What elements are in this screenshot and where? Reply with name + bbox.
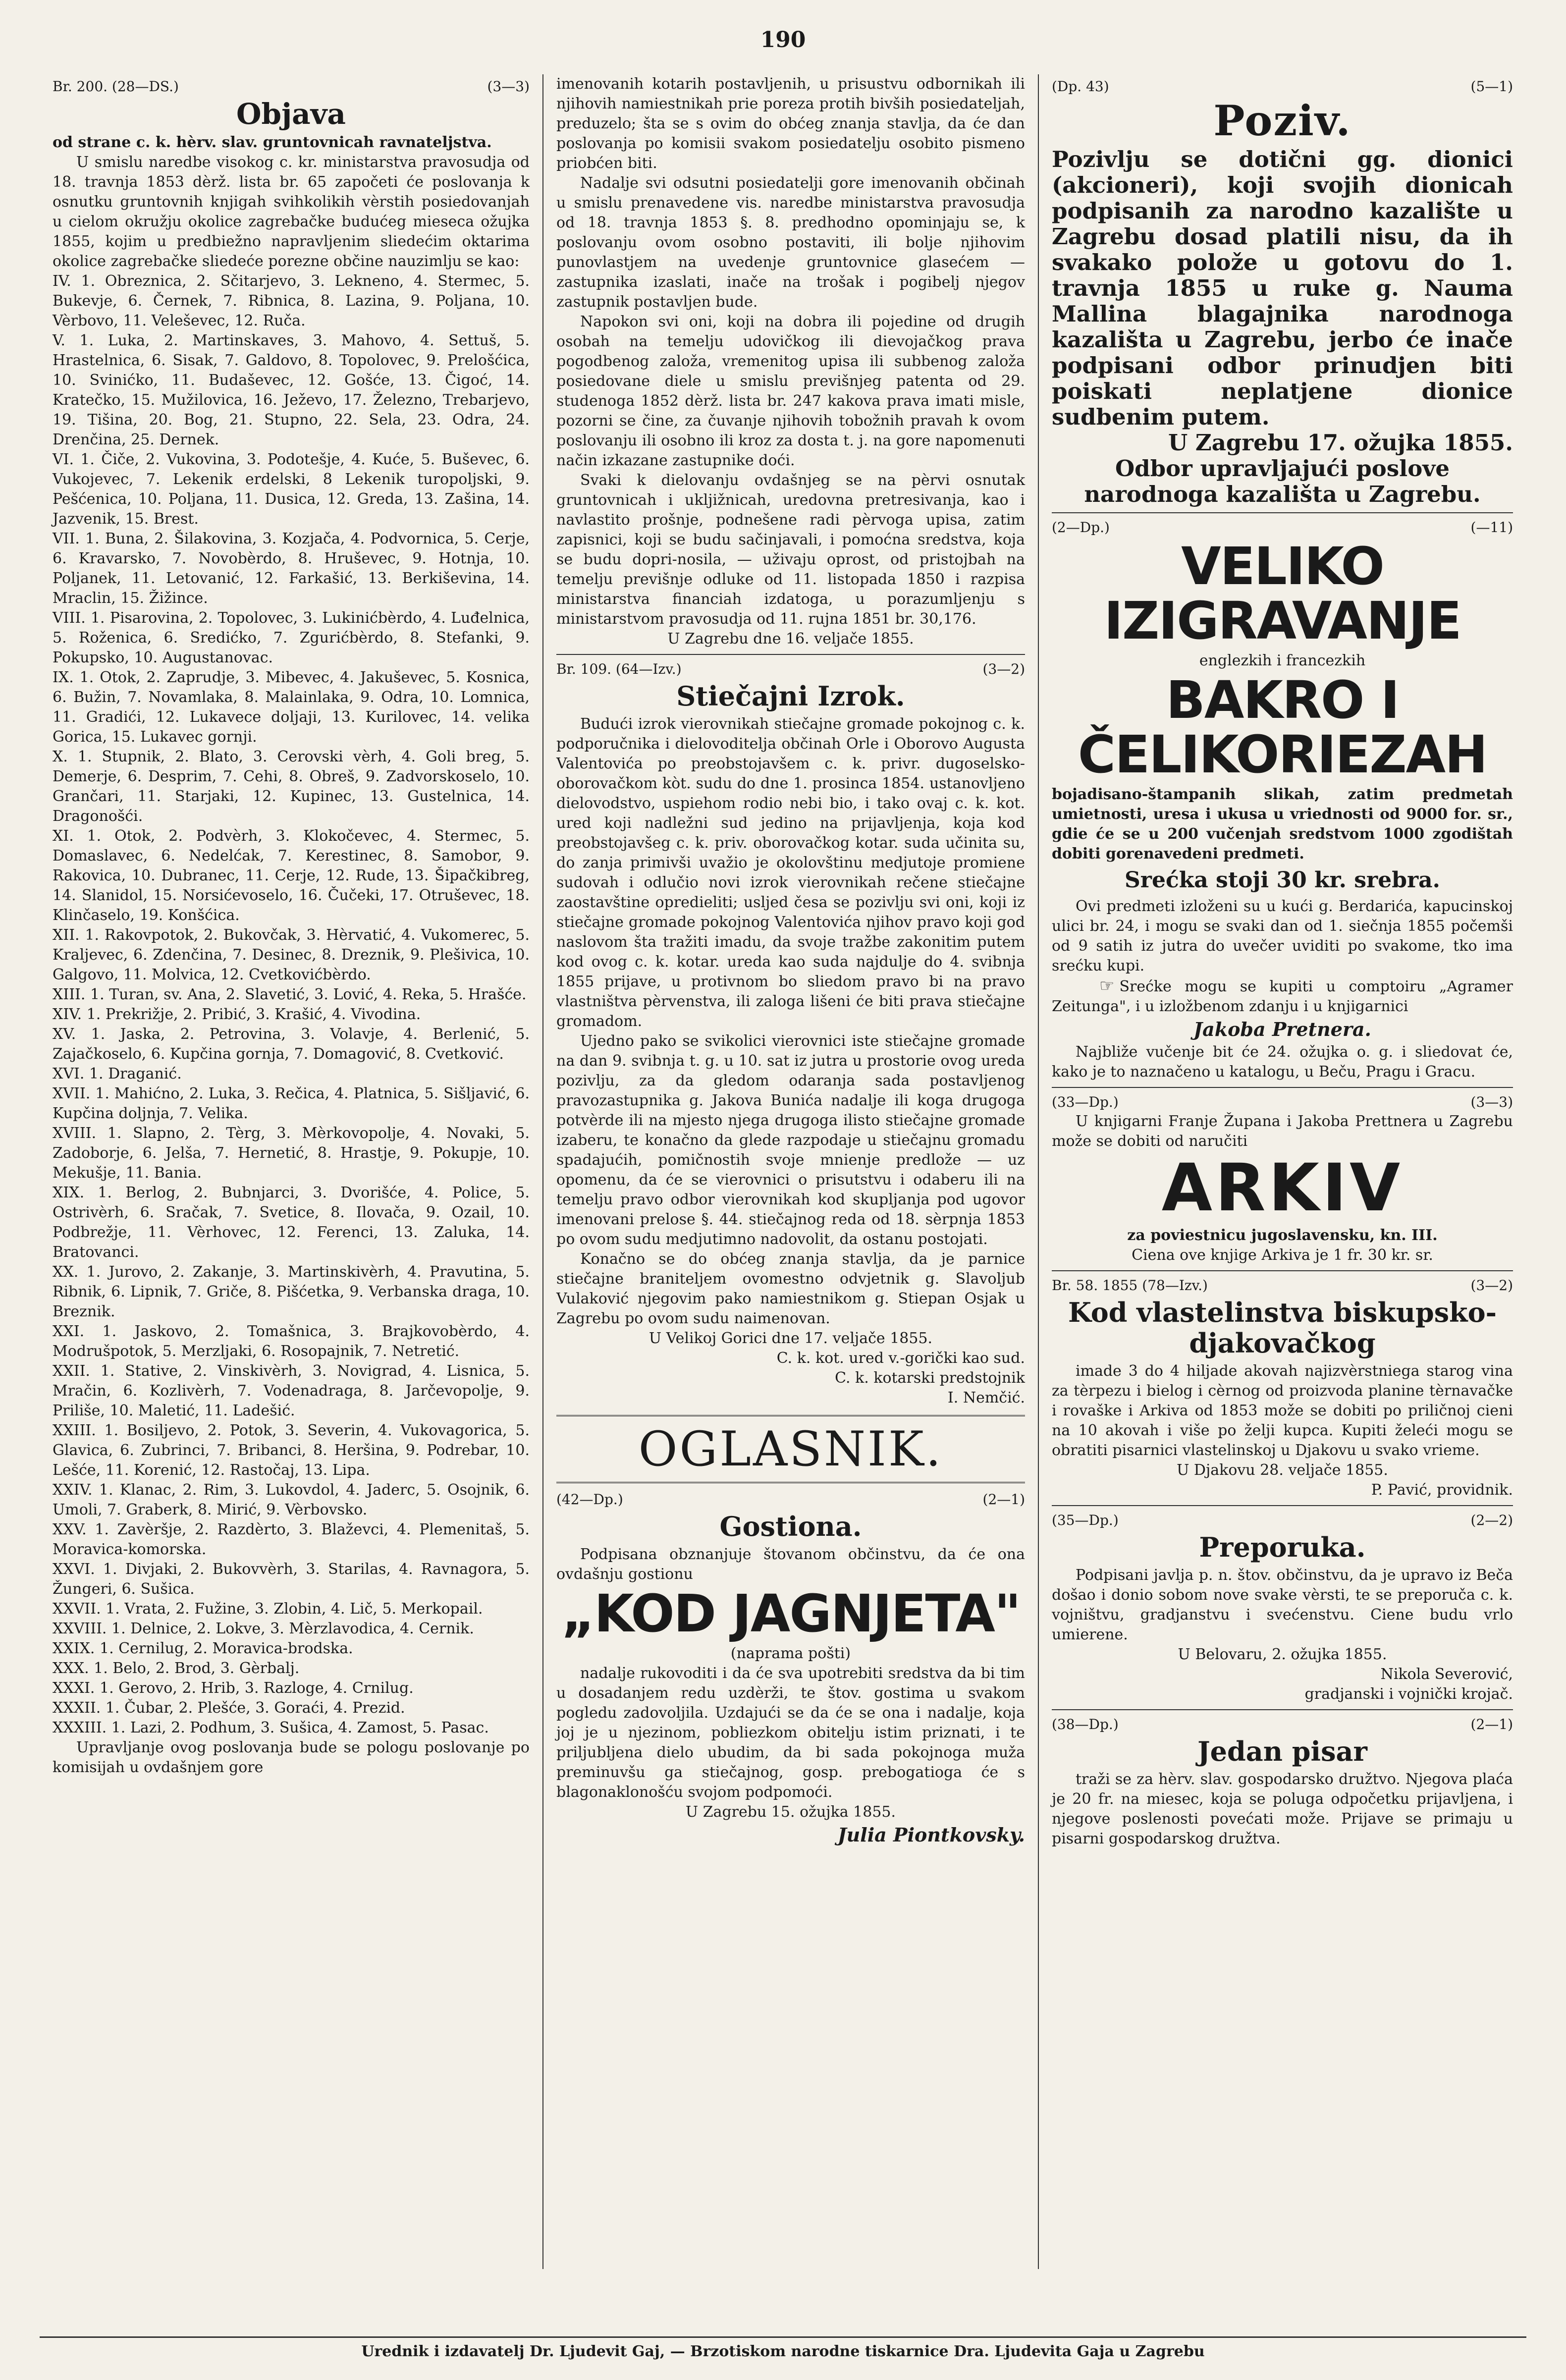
district-entry: XVIII. 1. Slapno, 2. Tèrg, 3. Mèrkovopolje, 4. Novaki, 5. Zadoborje, 6. Jelša, 7. Hernetić, 8. Hrastje, 9. Pokupje, 10. Mekušje, 11. Bania. bbox=[53, 1125, 530, 1182]
page-number: 190 bbox=[760, 27, 806, 53]
district-entry: VII. 1. Buna, 2. Šilakovina, 3. Kozjača, 4. Podvornica, 5. Cerje, 6. Kravarsko, 7. Novobèrdo, 8. Hruševec, 9. Hotnja, 10. Poljanek, 11. Letovanić, 12. Farkašić, 13. Berkiševina, 14. Mraclin, 15. Žižince. bbox=[53, 530, 530, 607]
vlastelinstvo-signature: P. Pavić, providnik. bbox=[1371, 1481, 1513, 1499]
district-entry: XXV. 1. Zavèršje, 2. Razdèrto, 3. Blaževci, 4. Plemenitaš, 5. Moravica-komorska. bbox=[53, 1521, 530, 1558]
gostiona-title: Gostiona. bbox=[719, 1511, 862, 1542]
district-entry: XXI. 1. Jaskovo, 2. Tomašnica, 3. Brajkovobèrdo, 4. Modrušpotok, 5. Merzljaki, 6. Rosopajnik, 7. Netretić. bbox=[53, 1323, 530, 1360]
arkiv-subtitle: za poviestnicu jugoslavensku, kn. III. bbox=[1127, 1227, 1438, 1244]
objava-continued-2: Nadalje svi odsutni posiedatelji gore imenovanih občinah u smislu prenavedene vis. naredbe ministarstva pravosudja od 18. travnja 1853 §. 8. predhodno opominjaju se, k poslovanju ovom osobno postaviti, ili bolje njihovim punovlastjem na uvedenje gruntovnice glasećem — zastupnika izaslati, inače na trošak i pogibelj njegov zastupnik postavljen bude. bbox=[556, 174, 1025, 311]
stiecajni-official-title: C. k. kotarski predstojnik bbox=[835, 1369, 1025, 1387]
district-entry: XXXIII. 1. Lazi, 2. Podhum, 3. Sušica, 4. Zamost, 5. Pasac. bbox=[53, 1719, 489, 1736]
arkiv-title: ARKIV bbox=[1161, 1150, 1404, 1226]
district-entry: XXVIII. 1. Delnice, 2. Lokve, 3. Mèrzlavodica, 4. Cernik. bbox=[53, 1620, 474, 1637]
bakro-title: BAKRO I ČELIKORIEZAH bbox=[1078, 670, 1487, 785]
izigravanje-body-4: Najbliže vučenje bit će 24. ožujka o. g. i sliedovat će, kako je to naznačeno u katalogu, u Beču, Pragu i Gracu. bbox=[1052, 1043, 1513, 1081]
district-entry: XXX. 1. Belo, 2. Brod, 3. Gèrbalj. bbox=[53, 1660, 300, 1677]
preporuka-trade: gradjanski i vojnički krojač. bbox=[1304, 1685, 1513, 1703]
district-entry: IX. 1. Otok, 2. Zaprudje, 3. Mibevec, 4. Jakuševec, 5. Kosnica, 6. Bužin, 7. Novamlaka, 8. Malainlaka, 9. Odra, 10. Lomnica, 11. Gradići, 12. Lukavece doljaji, 13. Kurilovec, 14. velika Gorica, 15. Lukavec gornji. bbox=[53, 669, 530, 746]
district-entry: XXIII. 1. Bosiljevo, 2. Potok, 3. Severin, 4. Vukovagorica, 5. Glavica, 6. Zubrinci, 7. Bribanci, 8. Heršina, 9. Podrebar, 10. Lešće, 11. Korenić, 12. Rastočaj, 13. Lipa. bbox=[53, 1422, 530, 1479]
reference-left: (42—Dp.) bbox=[556, 1491, 623, 1508]
district-entry: XXVII. 1. Vrata, 2. Fužine, 3. Zlobin, 4. Lič, 5. Merkopail. bbox=[53, 1600, 483, 1618]
page-footer: Urednik i izdavatelj Dr. Ljudevit Gaj, — Brzotiskom narodne tiskarnice Dra. Ljudevita Gaja u Zagrebu bbox=[40, 2336, 1526, 2360]
reference-right: (5—1) bbox=[1470, 78, 1513, 95]
poziv-body: Pozivlju se dotični gg. dionici (akcioneri), koji svojih dionicah podpisanih za narodno kazalište u Zagrebu dosad platili nisu, da ih svakako polože u gotovu do 1. travnja 1855 u ruke g. Nauma Mallina blagajnika narodnoga kazališta u Zagrebu, jerbo će inače podpisani odbor prinudjen biti poiskati neplatjene dionice sudbenim putem. bbox=[1052, 146, 1513, 430]
district-entry: XXXII. 1. Čubar, 2. Plešće, 3. Goraći, 4. Prezid. bbox=[53, 1699, 405, 1717]
reference-line bbox=[556, 660, 1025, 679]
district-list bbox=[53, 271, 530, 1738]
stiecajni-body-3: Konačno se do obćeg znanja stavlja, da je parnice stiečajne braniteljem ovomestno odvjetnik g. Slavoljub Vulaković njegovim pako namiestnikom g. Stiepan Osjak u Zagrebu po ovom sudu naimenovan. bbox=[556, 1250, 1025, 1327]
vlastelinstvo-title: Kod vlastelinstva biskupsko-djakovačkog bbox=[1068, 1297, 1497, 1359]
izigravanje-title: VELIKO IZIGRAVANJE bbox=[1104, 536, 1461, 651]
izigravanje-body-3 bbox=[1052, 976, 1513, 1017]
district-entry: X. 1. Stupnik, 2. Blato, 3. Cerovski vèrh, 4. Goli breg, 5. Demerje, 6. Desprim, 7. Cehi, 8. Obreš, 9. Zadvorskoselo, 10. Grančari, 11. Starjaki, 12. Kupinec, 13. Gustelnica, 14. Dragonošći. bbox=[53, 748, 530, 825]
district-entry: XIII. 1. Turan, sv. Ana, 2. Slavetić, 3. Lović, 4. Reka, 5. Hrašće. bbox=[53, 986, 527, 1003]
column-1 bbox=[40, 74, 542, 2269]
divider bbox=[556, 654, 1025, 655]
district-entry: V. 1. Luka, 2. Martinskaves, 3. Mahovo, 4. Settuš, 5. Hrastelnica, 6. Sisak, 7. Galdovo, 8. Topolovec, 9. Prelošćica, 10. Svinićko, 11. Budaševec, 12. Gošće, 13. Čigoć, 14. Kratečko, 15. Mužilovica, 16. Ježevo, 17. Železno, Trebarjevo, 19. Tišina, 20. Bog, 21. Stupno, 22. Sela, 23. Odra, 24. Drenčina, 25. Dernek. bbox=[53, 332, 530, 448]
reference-left: (35—Dp.) bbox=[1052, 1512, 1119, 1528]
reference-right: (3—3) bbox=[1470, 1094, 1513, 1110]
district-entry: XVI. 1. Draganić. bbox=[53, 1065, 182, 1082]
gostiona-place-date: U Zagrebu 15. ožujka 1855. bbox=[685, 1803, 896, 1821]
district-entry: VI. 1. Čiče, 2. Vukovina, 3. Podotešje, 4. Kuće, 5. Buševec, 6. Vukojevec, 7. Lekenik erdelski, 8 Lekenik turopoljski, 9. Pešćenica, 10. Poljana, 11. Dusica, 12. Greda, 13. Zašina, 14. Jazvenik, 15. Brest. bbox=[53, 451, 530, 528]
kod-jagnjeta-subtitle: (naprama pošti) bbox=[730, 1645, 851, 1662]
izigravanje-bookstore: Jakoba Pretnera. bbox=[1193, 1018, 1371, 1040]
objava-continued-3: Napokon svi oni, koji na dobra ili pojedine od drugih osobah na temelju udovičkog ili dievojačkog prava pogodbenog založa, vremenitog upisa ili subbenog založa posiedovane diele u smislu previšnjeg patenta od 29. studenoga 1852 dèrž. lista br. 247 kakova prava imati misle, pozorni se čine, za čuvanje njihovih tobožnih pravah k ovom poslovanju ili osobno ili kroz za dosta t. j. na gore napomenuti način izkazane zastupnike doći. bbox=[556, 313, 1025, 469]
reference-line bbox=[1052, 1715, 1513, 1734]
stiecajni-body-1: Budući izrok vierovnikah stiečajne gromade pokojnog c. k. podporučnika i dielovoditelja občinah Orle i Oborovo Augusta Valentovića po preobstojavšem c. k. privr. dugoselsko-oborovačkom kòt. sudu do dne 1. prosinca 1854. ustanovljeno dielovodstvo, uspiehom rodio nebi bio, i tako ovaj c. k. kot. ured koji nadležni sud jedino na prijavljenja, koja kod preobstojavšeg c. k. priv. oborovačkog kotar. suda učinita su, do zanja primivši uvažio je okolovštinu medjutoje promiene sudovah i odlučio novi izrok vierovnikah rečene stiečajne zaostavštine opredieliti; usljed česa se pozivlju svi oni, koji iz stiečajne gromade pokojnog Valentovića njihov pravo koji god naslovom šta tražiti imadu, da svoje tražbe zakonitim putem kod ovog c. k. kotar. ureda kao suda najdulje do 4. svibnja 1855 prijave, u protivnom bo sliedom pravo bi na pravo vlastništva pèrvenstva, ili zaloga lišeni će biti prava stiečajne gromadom. bbox=[556, 715, 1025, 1030]
district-entry: XV. 1. Jaska, 2. Petrovina, 3. Volavje, 4. Berlenić, 5. Zajačkoselo, 6. Kupčina gornja, 7. Domagović, 8. Cvetković. bbox=[53, 1026, 530, 1063]
district-entry: XIX. 1. Berlog, 2. Bubnjarci, 3. Dvorišće, 4. Police, 5. Ostrivèrh, 6. Sračak, 7. Svetice, 8. Ilovača, 9. Ozail, 10. Podbrežje, 11. Vèrhovec, 12. Ferenci, 13. Zaluka, 14. Bratovanci. bbox=[53, 1184, 530, 1261]
district-entry: VIII. 1. Pisarovina, 2. Topolovec, 3. Lukinićbèrdo, 4. Luđelnica, 5. Roženica, 6. Sredićko, 7. Zgurićbèrdo, 8. Stefanki, 9. Pokupsko, 10. Augustanovac. bbox=[53, 609, 530, 666]
reference-left: (Dp. 43) bbox=[1052, 78, 1109, 95]
reference-right: (2—2) bbox=[1470, 1512, 1513, 1528]
divider bbox=[1052, 1505, 1513, 1506]
reference-line bbox=[556, 1490, 1025, 1509]
column-2 bbox=[542, 74, 1038, 2269]
stiecajni-body-2: Ujedno pako se svikolici vierovnici iste stiečajne gromade na dan 9. svibnja t. g. u 10. sat iz jutra u prostorie ovog ureda pozivlju, za da gledom odaranja sada postavljenog pravozastupnika g. Jakova Bunića nadalje ili koga drugoga potvèrde ili na mjesto njega drugoga ilisto stiečajne gromade izaberu, te konačno da glede razpodaje u stiečajnu gromadu spadajućih, pomičnostih svoje mnienje predlože — uz opomenu, da će se vierovnici o prisutstvu i odaberu ili na temelju pravo odbor vierovnikah kod skupljanja pod ugovor imenovani prelose §. 44. stiečajnog reda od 18. sèrpnja 1853 po ovom sudu medjutimno nadovolit, da ostanu postojati. bbox=[556, 1032, 1025, 1248]
columns bbox=[40, 74, 1526, 2269]
pisar-title: Jedan pisar bbox=[1197, 1735, 1367, 1767]
objava-intro: U smislu naredbe visokog c. kr. ministarstva pravosudja od 18. travnja 1853 dèrž. lista br. 65 započeti će poslovanja k osnutku gruntovnih knjigah svihkolikih vèrstih posiedovanjah u cielom okružju okolice zagrebačke budućeg mieseca ožujka 1855, kojim u predbiežno napravljenim sliedećim oktarima okolice zagrebačke sliedeće porezne občine nauzimlju se kao: bbox=[53, 154, 530, 270]
reference-right: (2—1) bbox=[982, 1491, 1025, 1508]
objava-signature: U Zagrebu dne 16. veljače 1855. bbox=[667, 630, 914, 648]
district-entry: XI. 1. Otok, 2. Podvèrh, 3. Klokočevec, 4. Stermec, 5. Domaslavec, 6. Nedelćak, 7. Kerestinec, 8. Samobor, 9. Rakovica, 10. Dubranec, 11. Cerje, 12. Rude, 13. Šipačkibreg, 14. Slanidol, 15. Norsićevoselo, 16. Čučeki, 17. Otruševec, 18. Klinčaselo, 19. Konšćica. bbox=[53, 827, 530, 924]
preporuka-body: Podpisani javlja p. n. štov. občinstvu, da je upravo iz Beča došao i donio sobom nove svake vèrsti, te se preporuča c. k. vojništvu, gradjanstvu i svećenstvu. Ciene budu vrlo umierene. bbox=[1052, 1567, 1513, 1643]
vlastelinstvo-place-date: U Djakovu 28. veljače 1855. bbox=[1177, 1461, 1388, 1479]
district-entry: XX. 1. Jurovo, 2. Zakanje, 3. Martinskivèrh, 4. Pravutina, 5. Ribnik, 6. Lipnik, 7. Griče, 8. Pišćetka, 9. Verbanska draga, 10. Breznik. bbox=[53, 1263, 530, 1320]
column-3 bbox=[1038, 74, 1526, 2269]
pointing-hand-icon: ☞ bbox=[1099, 976, 1115, 996]
district-entry: XXIX. 1. Cernilug, 2. Moravica-brodska. bbox=[53, 1640, 353, 1657]
reference-right: (—11) bbox=[1470, 519, 1513, 536]
gostiona-intro: Podpisana obznanjuje štovanom občinstvu, da će ona ovdašnju gostionu bbox=[556, 1546, 1025, 1583]
izigravanje-body-3-text: Srećke mogu se kupiti u comptoiru „Agramer Zeitunga", i u izložbenom zdanju i u knjigarnici bbox=[1052, 978, 1513, 1015]
reference-line bbox=[1052, 518, 1513, 537]
divider bbox=[1052, 1087, 1513, 1088]
district-entry: XIV. 1. Prekrižje, 2. Pribić, 3. Krašić, 4. Vivodina. bbox=[53, 1006, 421, 1023]
reference-line bbox=[1052, 77, 1513, 96]
reference-line bbox=[1052, 1511, 1513, 1530]
reference-left: Br. 58. 1855 (78—Izv.) bbox=[1052, 1277, 1208, 1294]
preporuka-title: Preporuka. bbox=[1199, 1531, 1366, 1563]
divider bbox=[1052, 1709, 1513, 1710]
objava-title: Objava bbox=[236, 97, 346, 131]
objava-continued-4: Svaki k dielovanju ovdašnjeg se na pèrvi osnutak gruntovnicah i ukljižnicah, uredovna pretresivanja, kao i navlastito prošnje, podnešene radi pèrvoga upisa, zatim zapisnici, koji se budu sačinjavali, i pomoćna sredstva, koja se budu dopri-nosila, — uživaju oprost, od pristojbah na temelju previšnje odluke od 11. listopada 1850 i razpisa ministarstva financiah izdatoga, u porazumljenju s ministarstvom pravosudja od 11. rujna 1851 br. 30,176. bbox=[556, 472, 1025, 628]
poziv-place-date: U Zagrebu 17. ožujka 1855. bbox=[1168, 430, 1513, 456]
stiecajni-office: C. k. kot. ured v.-gorički kao sud. bbox=[776, 1350, 1025, 1367]
izigravanje-body-2: Ovi predmeti izloženi su u kući g. Berdarića, kapucinskoj ulici br. 24, i mogu se svaki dan od 1. siečnja 1855 počemši od 9 satih iz jutra do uvečer uviditi po svakome, tko ima srećku kupi. bbox=[1052, 898, 1513, 974]
pisar-body: traži se za hèrv. slav. gospodarsko družtvo. Njegova plaća je 20 fr. na miesec, koja se poluga odpočetku prijavljena, i njegove poslenosti povećati može. Prijave se primaju u pisarni gospodarskog družtva. bbox=[1052, 1771, 1513, 1847]
divider bbox=[1052, 1270, 1513, 1271]
arkiv-intro: U knjigarni Franje Župana i Jakoba Prettnera u Zagrebu može se dobiti od naručiti bbox=[1052, 1113, 1513, 1150]
reference-right: (3—2) bbox=[982, 661, 1025, 677]
district-entry: XVII. 1. Mahićno, 2. Luka, 3. Rečica, 4. Platnica, 5. Sišljavić, 6. Kupčina doljnja, 7. Velika. bbox=[53, 1085, 530, 1122]
district-entry: IV. 1. Obreznica, 2. Sčitarjevo, 3. Lekneno, 4. Stermec, 5. Bukevje, 6. Černek, 7. Ribnica, 8. Lazina, 9. Poljana, 10. Vèrbovo, 11. Veleševec, 12. Ruča. bbox=[53, 272, 530, 329]
reference-left: (33—Dp.) bbox=[1052, 1094, 1119, 1110]
poziv-signature: Odbor upravljajući poslove narodnoga kazališta u Zagrebu. bbox=[1084, 455, 1481, 507]
reference-left: (38—Dp.) bbox=[1052, 1716, 1119, 1732]
oglasnik-heading: OGLASNIK. bbox=[638, 1421, 943, 1477]
district-entry: XXVI. 1. Divjaki, 2. Bukovvèrh, 3. Starilas, 4. Ravnagora, 5. Žungeri, 6. Sušica. bbox=[53, 1561, 530, 1598]
reference-line bbox=[1052, 1276, 1513, 1295]
district-entry: XXIV. 1. Klanac, 2. Rim, 3. Lukovdol, 4. Jaderc, 5. Osojnik, 6. Umoli, 7. Graberk, 8. Mirić, 9. Vèrbovsko. bbox=[53, 1481, 530, 1518]
reference-right: (2—1) bbox=[1470, 1716, 1513, 1732]
objava-subtitle: od strane c. k. hèrv. slav. gruntovnicah ravnateljstva. bbox=[53, 134, 492, 151]
gostiona-body: nadalje rukovoditi i da će sva upotrebiti sredstva da bi tim u dosadanjem redu uzdèrži, te štov. gostima u svakom pogledu zadovoljila. Uzdajući se da će se ona i nadalje, koja joj je u njezinom, pobliezkom obitelju istim priznati, i te priljubljena dielo ubudim, da bi sada pokojnoga muža preminuvšu ga stiečajnog, gosp. prebogatioga će s blagonaklonošću svojom podpomoći. bbox=[556, 1665, 1025, 1801]
vlastelinstvo-body: imade 3 do 4 hiljade akovah najizvèrstniega starog vina za tèrpezu i bielog i cèrnog od proizvoda planine tèrnavačke i rovaške i Arkiva od 1853 može se dobiti po priličnoj cieni na 10 akovah i više po želji kupca. Kupiti želeći mogu se obratiti pisarnici vlastelinskoj u Djakovu u svako vrieme. bbox=[1052, 1362, 1513, 1459]
objava-continued-1: imenovanih kotarih postavljenih, u prisustvu odbornikah ili njihovih namiestnikah prie poreza protih bivših posiedateljah, preduzelo; šta se s ovim do obćeg znanja stavlja, da će dan poslovanja po komisii svakom posiedatelju osobito pismeno priobćen biti. bbox=[556, 75, 1025, 172]
district-entry: XXII. 1. Stative, 2. Vinskivèrh, 3. Novigrad, 4. Lisnica, 5. Mračin, 6. Kozlivèrh, 7. Vodenadraga, 8. Jarčevopolje, 9. Priliše, 10. Maletić, 11. Ladešić. bbox=[53, 1362, 530, 1419]
stiecajni-title: Stiečajni Izrok. bbox=[676, 680, 905, 712]
stiecajni-signature: I. Nemčić. bbox=[947, 1389, 1025, 1406]
gostiona-signature: Julia Piontkovsky. bbox=[837, 1824, 1025, 1846]
divider bbox=[1052, 512, 1513, 513]
objava-closing: Upravljanje ovog poslovanja bude se pologu poslovanje po komisijah u ovdašnjem gore bbox=[53, 1739, 530, 1776]
reference-right: (3—2) bbox=[1470, 1277, 1513, 1294]
stiecajni-place-date: U Velikoj Gorici dne 17. veljače 1855. bbox=[648, 1330, 933, 1347]
reference-line bbox=[1052, 1093, 1513, 1112]
district-entry: XII. 1. Rakovpotok, 2. Bukovčak, 3. Hèrvatić, 4. Vukomerec, 5. Kraljevec, 6. Zdenčina, 7. Desinec, 8. Dreznik, 9. Plešivica, 10. Galgovo, 11. Molvica, 12. Cvetkovićbèrdo. bbox=[53, 926, 530, 983]
preporuka-signature: Nikola Severović, bbox=[1380, 1666, 1513, 1683]
reference-left: (2—Dp.) bbox=[1052, 519, 1110, 536]
kod-jagnjeta-title: „KOD JAGNJETA" bbox=[561, 1583, 1021, 1644]
poziv-title: Poziv. bbox=[1213, 96, 1351, 145]
divider bbox=[556, 1415, 1025, 1416]
preporuka-place-date: U Belovaru, 2. ožujka 1855. bbox=[1178, 1646, 1387, 1663]
reference-right: (3—3) bbox=[487, 78, 530, 95]
izigravanje-body-1: bojadisano-štampanih slikah, zatim predmetah umietnosti, uresa i ukusa u vriednosti od 9000 for. sr., gdie će se u 200 vučenjah sredstvom 1000 zgodištah dobiti gorenavedeni predmeti. bbox=[1052, 786, 1513, 863]
reference-line bbox=[53, 77, 530, 96]
reference-left: Br. 200. (28—DS.) bbox=[53, 78, 179, 95]
arkiv-price: Ciena ove knjige Arkiva je 1 fr. 30 kr. sr. bbox=[1132, 1246, 1433, 1264]
lottery-price: Srećka stoji 30 kr. srebra. bbox=[1125, 867, 1440, 893]
izigravanje-subtitle: englezkih i francezkih bbox=[1199, 652, 1366, 669]
district-entry: XXXI. 1. Gerovo, 2. Hrib, 3. Razloge, 4. Crnilug. bbox=[53, 1679, 414, 1697]
divider bbox=[556, 1482, 1025, 1483]
reference-left: Br. 109. (64—Izv.) bbox=[556, 661, 682, 677]
